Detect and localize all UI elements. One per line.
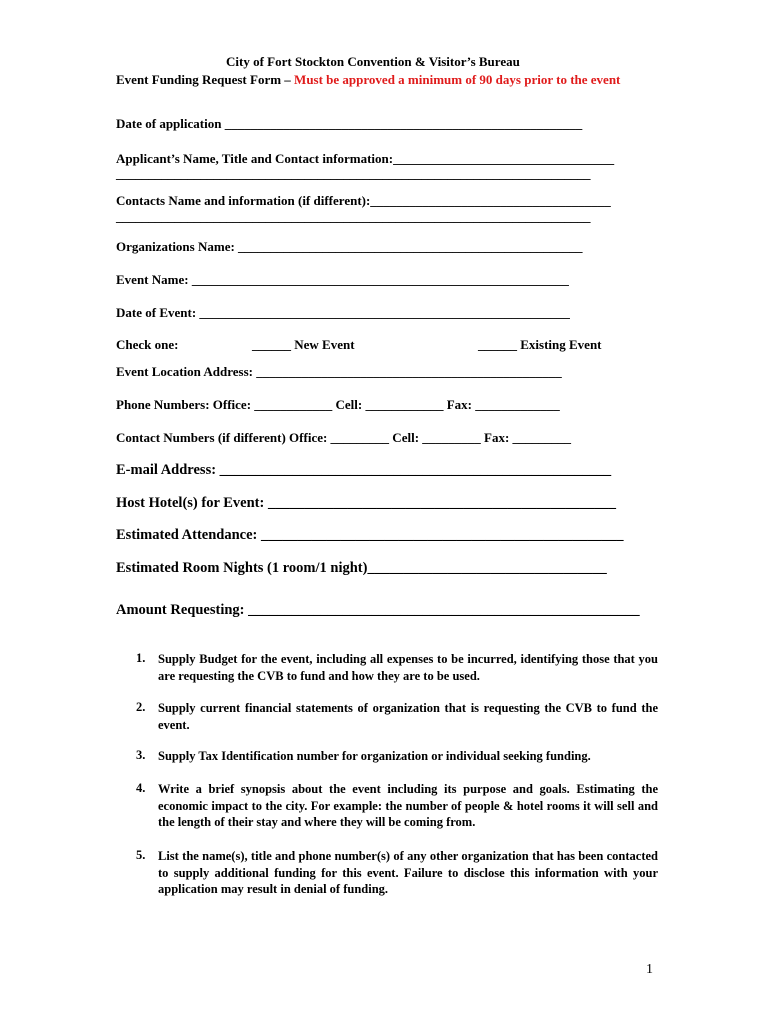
event-name-field[interactable]: Event Name: __________________________________________________________ xyxy=(116,272,569,287)
header-subtitle xyxy=(116,72,620,88)
new-event-option[interactable]: ______ New Event xyxy=(252,337,355,352)
page-number: 1 xyxy=(646,962,653,977)
estimated-attendance-field[interactable]: Estimated Attendance: __________________________________________________ xyxy=(116,527,624,543)
email-field[interactable]: E-mail Address: ______________________________________________________ xyxy=(116,462,612,478)
instruction-item: Supply current financial statements of organization that is requesting the CVB to fund the event. xyxy=(158,701,658,732)
instruction-number: 2. xyxy=(136,700,146,714)
host-hotel-field[interactable]: Host Hotel(s) for Event: ________________________________________________ xyxy=(116,495,616,511)
existing-event-option[interactable]: ______ Existing Event xyxy=(478,337,602,352)
contacts-info-field[interactable]: Contacts Name and information (if different):_____________________________________ xyxy=(116,193,611,208)
date-of-event-field[interactable]: Date of Event: _________________________________________________________ xyxy=(116,305,570,320)
contacts-info-line2[interactable]: _________________________________________________________________________ xyxy=(116,209,591,224)
event-location-field[interactable]: Event Location Address: _______________________________________________ xyxy=(116,364,562,379)
amount-requesting-field[interactable]: Amount Requesting: ______________________________________________________ xyxy=(116,602,640,618)
applicant-info-line2[interactable]: _________________________________________________________________________ xyxy=(116,166,591,181)
instruction-number: 1. xyxy=(136,651,146,665)
contact-numbers-field[interactable]: Contact Numbers (if different) Office: _________ Cell: _________ Fax: _________ xyxy=(116,430,572,445)
form-name: Event Funding Request Form – xyxy=(116,72,295,87)
instruction-item: Supply Budget for the event, including all expenses to be incurred, identifying those that you are requesting the CVB to fund and how they are to be used. xyxy=(158,652,658,683)
instruction-item: Supply Tax Identification number for organization or individual seeking funding. xyxy=(158,749,591,763)
organization-name-field[interactable]: Organizations Name: _____________________________________________________ xyxy=(116,239,583,254)
date-of-application-field[interactable]: Date of application _______________________________________________________ xyxy=(116,116,583,131)
instruction-item: List the name(s), title and phone number(s) of any other organization that has been contacted to supply additional funding for this event. Failure to disclose this information with your application may result in denial of funding. xyxy=(158,849,658,896)
applicant-info-field[interactable]: Applicant’s Name, Title and Contact information:__________________________________ xyxy=(116,151,615,166)
check-one-label: Check one: xyxy=(116,337,179,352)
instruction-number: 4. xyxy=(136,781,146,795)
instruction-number: 3. xyxy=(136,748,146,762)
instruction-number: 5. xyxy=(136,848,146,862)
room-nights-field[interactable]: Estimated Room Nights (1 room/1 night)_________________________________ xyxy=(116,560,607,576)
header-title: City of Fort Stockton Convention & Visitor’s Bureau xyxy=(226,54,520,69)
phone-numbers-field[interactable]: Phone Numbers: Office: ____________ Cell: ____________ Fax: _____________ xyxy=(116,397,560,412)
instruction-item: Write a brief synopsis about the event including its purpose and goals. Estimating the economic impact to the city. For example: the number of people & hotel rooms it will sell and the length of their stay and where they will be coming from. xyxy=(158,782,658,829)
deadline-warning: Must be approved a minimum of 90 days prior to the event xyxy=(294,72,621,87)
